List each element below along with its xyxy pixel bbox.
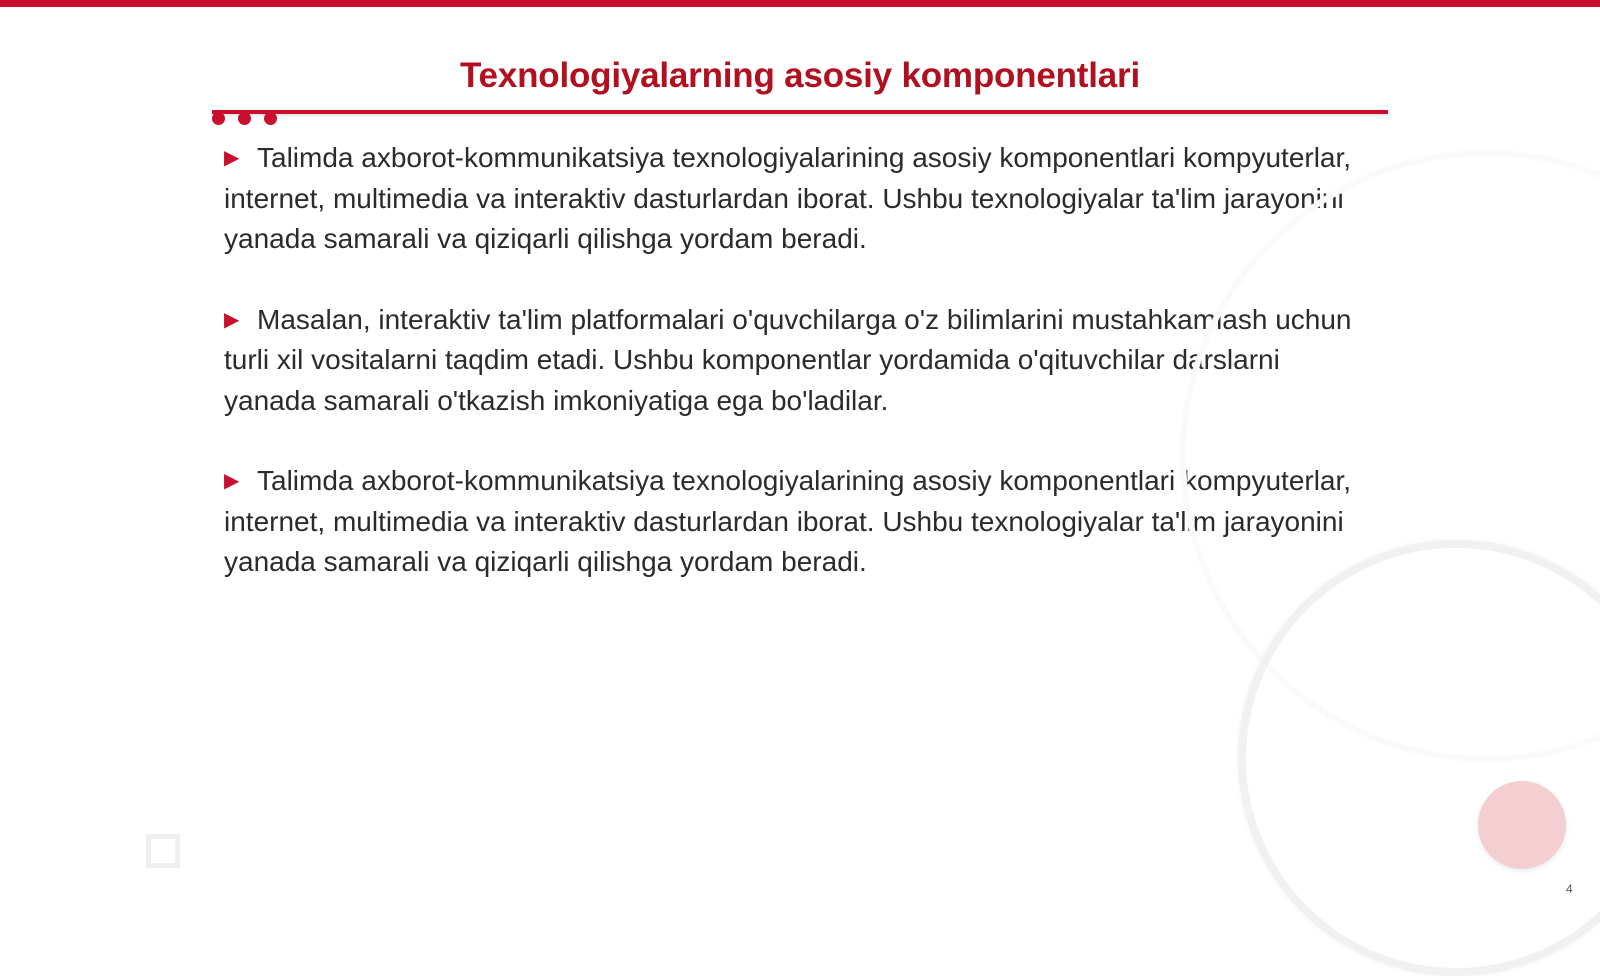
triangle-bullet-icon: ▶	[224, 470, 240, 492]
slide-title: Texnologiyalarning asosiy komponentlari	[459, 56, 1141, 95]
page-number: 4	[1566, 882, 1573, 896]
underline-dot-3	[264, 112, 277, 125]
decorative-square-outline	[146, 834, 180, 868]
bullet-text: Talimda axborot-kommunikatsiya texnologiyalarining asosiy komponentlari kompyuterlar, internet, multimedia va interaktiv dasturlardan iborat. Ushbu texnologiyalar ta'lim jarayonini yanada samarali va qiziqarli qilishga yordam beradi.	[224, 142, 1352, 254]
underline-dot-1	[212, 112, 225, 125]
title-underline	[212, 110, 1388, 114]
bullet-text: Talimda axborot-kommunikatsiya texnologiyalarining asosiy komponentlari kompyuterlar, internet, multimedia va interaktiv dasturlardan iborat. Ushbu texnologiyalar ta'lim jarayonini yanada samarali va qiziqarli qilishga yordam beradi.	[224, 465, 1352, 577]
bullet-item	[224, 138, 1354, 260]
underline-dot-2	[238, 112, 251, 125]
decorative-pink-circle	[1478, 781, 1566, 869]
bullet-list	[224, 138, 1354, 623]
bullet-text: Masalan, interaktiv ta'lim platformalari o'quvchilarga o'z bilimlarini mustahkamlash uchun turli xil vositalarni taqdim etadi. Ushbu komponentlar yordamida o'qituvchilar darslarni yanada samarali o'tkazish imkoniyatiga ega bo'ladilar.	[224, 303, 1352, 416]
triangle-bullet-icon: ▶	[224, 147, 240, 169]
top-accent-bar	[0, 0, 1600, 7]
triangle-bullet-icon: ▶	[224, 308, 240, 331]
